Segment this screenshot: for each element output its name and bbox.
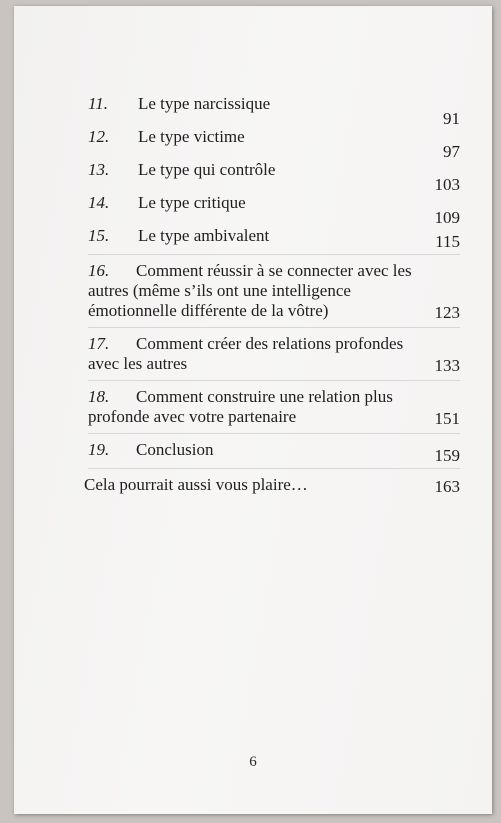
- toc-entry-11: [88, 94, 460, 127]
- divider: [88, 327, 460, 328]
- toc-entry-18: [88, 387, 460, 427]
- chapter-title-line: Comment créer des relations profondes: [136, 334, 404, 353]
- divider: [88, 468, 460, 469]
- page-number: 97: [443, 142, 460, 161]
- toc-entry-extra: [84, 475, 460, 496]
- page-number: 103: [434, 175, 460, 194]
- page-number: 123: [434, 303, 460, 322]
- chapter-number: 11.: [88, 94, 108, 113]
- chapter-number: 12.: [88, 127, 110, 146]
- chapter-title: Le type qui contrôle: [138, 160, 276, 179]
- toc-entry-16: [88, 261, 460, 321]
- chapter-title-line: Comment construire une relation plus: [136, 387, 393, 406]
- folio-page-number: 6: [249, 754, 257, 770]
- toc-entry-13: [88, 160, 460, 193]
- page-number: 163: [434, 477, 460, 496]
- chapter-title: Le type critique: [138, 193, 246, 212]
- divider: [88, 254, 460, 255]
- toc-entry-14: [88, 193, 460, 226]
- chapter-number: 16.: [88, 261, 110, 280]
- chapter-title: Conclusion: [136, 440, 214, 459]
- chapter-number: 17.: [88, 334, 110, 353]
- toc-entry-17: [88, 334, 460, 374]
- page-number: 91: [443, 109, 460, 128]
- divider: [88, 433, 460, 434]
- table-of-contents: [84, 94, 460, 496]
- page-number: 133: [434, 356, 460, 375]
- chapter-title: Le type ambivalent: [138, 226, 270, 245]
- page-number: 159: [434, 446, 460, 465]
- divider: [88, 380, 460, 381]
- chapter-number: 14.: [88, 193, 110, 212]
- chapter-title-line: Comment réussir à se connecter avec les: [136, 261, 412, 280]
- toc-entry-15: [88, 226, 460, 250]
- chapter-number: 18.: [88, 387, 110, 406]
- chapter-title-line: autres (même s’ils ont une intelligence: [88, 281, 351, 300]
- chapter-number: 19.: [88, 440, 110, 459]
- chapter-title: Le type victime: [138, 127, 245, 146]
- toc-entry-19: [88, 440, 460, 464]
- book-page: [14, 6, 492, 814]
- chapter-title-line: avec les autres: [88, 354, 188, 373]
- page-number: 109: [434, 208, 460, 227]
- chapter-title-line: émotionnelle différente de la vôtre): [88, 301, 329, 320]
- toc-entry-12: [88, 127, 460, 160]
- extra-title: Cela pourrait aussi vous plaire…: [84, 475, 308, 494]
- chapter-number: 13.: [88, 160, 110, 179]
- chapter-number: 15.: [88, 226, 110, 245]
- chapter-title: Le type narcissique: [138, 94, 271, 113]
- page-number: 151: [434, 409, 460, 428]
- chapter-title-line: profonde avec votre partenaire: [88, 407, 297, 426]
- page-number: 115: [435, 232, 460, 251]
